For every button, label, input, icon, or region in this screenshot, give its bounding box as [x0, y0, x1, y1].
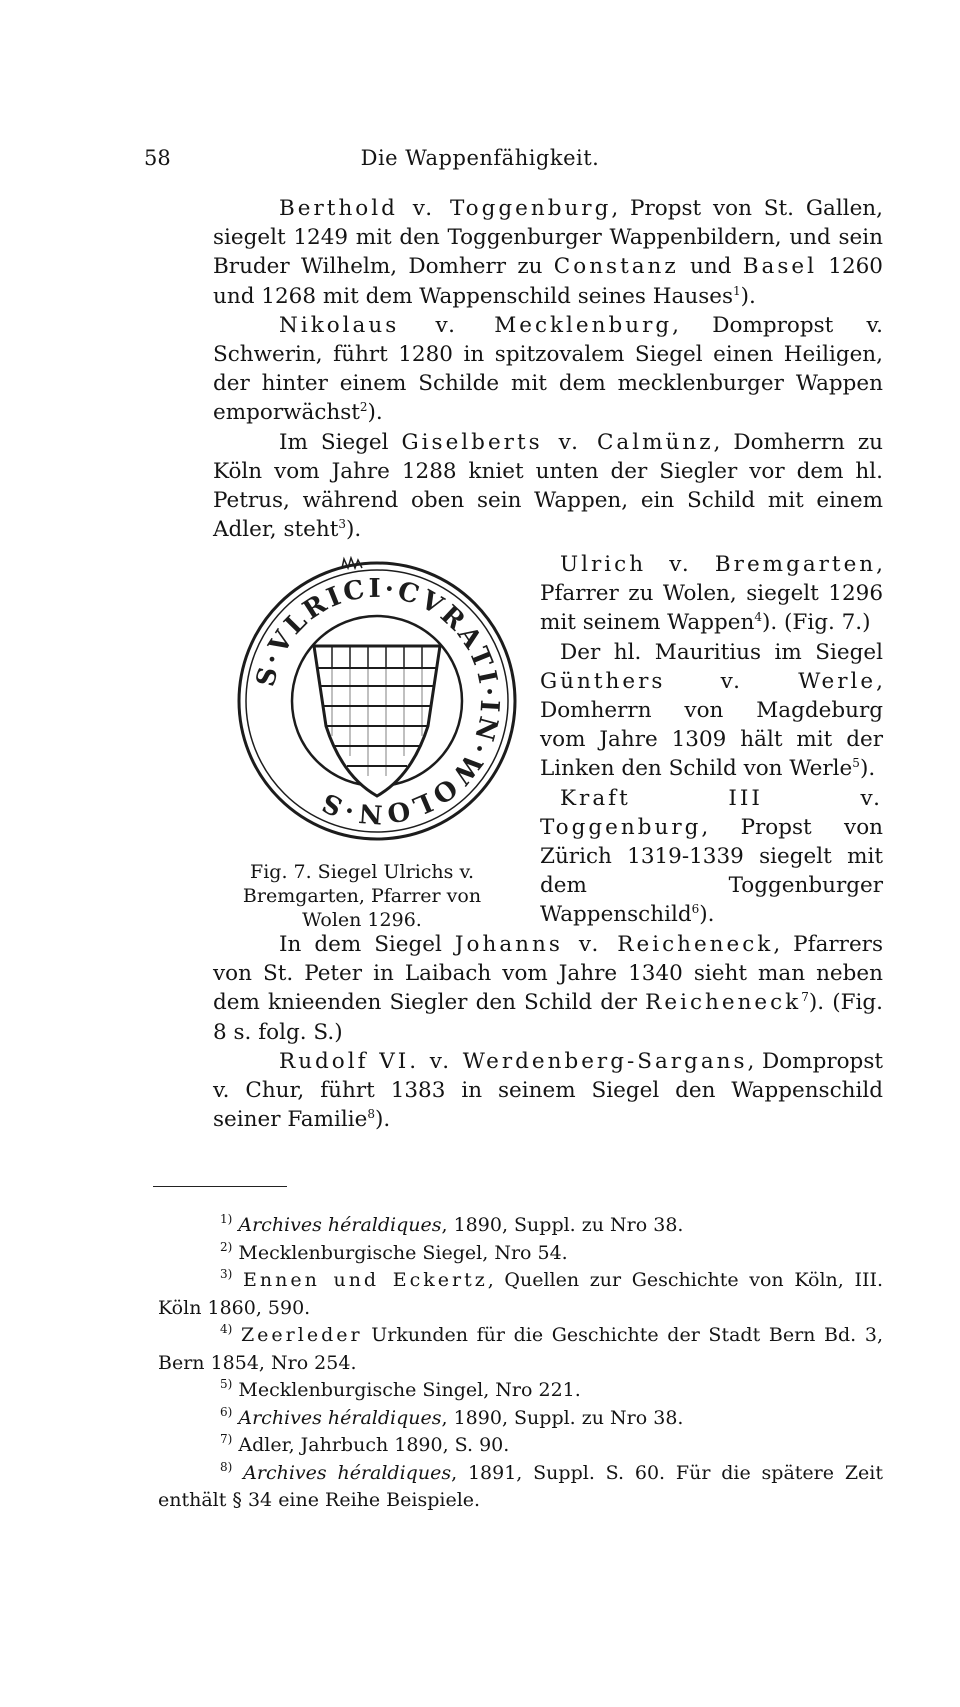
body-top — [213, 194, 883, 544]
footnote-4: $^{4)}$ Zeerleder Urkunden für die Geschichte der Stadt Bern Bd. 3, Bern 1854, Nro 254. — [158, 1322, 883, 1374]
footnote-ref: 6 — [691, 902, 700, 917]
footnote-1: $^{1)}$ Archives héraldiques, 1890, Suppl. zu Nro 38. — [220, 1212, 684, 1236]
footnote-3: $^{3)}$ Ennen und Eckertz, Quellen zur Geschichte von Köln, III. Köln 1860, 590. — [158, 1267, 883, 1319]
footnote-7: $^{7)}$ Adler, Jahrbuch 1890, S. 90. — [220, 1432, 510, 1456]
paragraph-kraft: Kraft III v. Toggenburg, Propst von Zürich 1319-1339 siegelt mit dem Toggenburger Wappenschild$^6$). — [540, 785, 883, 928]
footnote-ref: 5 — [852, 756, 860, 771]
footnote-2: $^{2)}$ Mecklenburgische Siegel, Nro 54. — [220, 1239, 568, 1264]
footnote-ref: 8 — [367, 1107, 375, 1122]
paragraph-ulrich: Ulrich v. Bremgarten, Pfarrer zu Wolen, siegelt 1296 mit seinem Wappen$^4$). (Fig. 7.) — [540, 552, 883, 636]
right-column — [540, 550, 883, 930]
paragraph-berthold: Berthold v. Toggenburg, Propst von St. Gallen, siegelt 1249 mit den Toggenburger Wappenbildern, und sein Bruder Wilhelm, Domherr zu Constanz und Basel 1260 und 1268 mit dem Wappenschild seines Hauses$^1$). — [213, 196, 883, 309]
footnote-ref: 1 — [732, 283, 741, 298]
running-title: Die Wappenfähigkeit. — [360, 146, 600, 170]
seal-illustration — [232, 556, 522, 846]
footnotes — [158, 1212, 883, 1515]
paragraph-nikolaus: Nikolaus v. Mecklenburg, Dompropst v. Schwerin, führt 1280 in spitzovalem Siegel einen Heiligen, der hinter einem Schilde mit dem mecklenburger Wappen emporwächst$^2$). — [213, 312, 883, 426]
footnote-ref: 7 — [801, 990, 809, 1005]
footnote-5: $^{5)}$ Mecklenburgische Singel, Nro 221. — [220, 1377, 581, 1401]
paragraph-guenther: Der hl. Mauritius im Siegel Günthers v. Werle, Domherrn von Magdeburg vom Jahre 1309 hält mit der Linken den Schild von Werle$^5$). — [540, 639, 883, 782]
footnote-ref: 3 — [338, 517, 346, 532]
footnote-divider — [153, 1186, 287, 1187]
footnote-8: $^{8)}$ Archives héraldiques, 1891, Suppl. S. 60. Für die spätere Zeit enthält § 34 eine Reihe Beispiele. — [158, 1459, 883, 1511]
footnote-ref: 2 — [359, 400, 368, 415]
seal-legend: S·VLRICI·CVRATI·IN·WOLON·S — [250, 573, 505, 829]
footnote-ref: 4 — [754, 610, 762, 625]
page-number: 58 — [144, 146, 171, 170]
figure-caption: Fig. 7. Siegel Ulrichs v. Bremgarten, Pfarrer von Wolen 1296. — [242, 861, 482, 931]
paragraph-giselbert: Im Siegel Giselberts v. Calmünz, Domherrn zu Köln vom Jahre 1288 kniet unten der Siegler vor dem hl. Petrus, während oben sein Wappen, ein Schild mit einem Adler, steht$^3$). — [213, 429, 883, 543]
paragraph-rudolf: Rudolf VI. v. Werdenberg-Sargans, Dompropst v. Chur, führt 1383 in seinem Siegel den Wappenschild seiner Familie$^8$). — [213, 1048, 883, 1133]
body-bottom — [213, 930, 883, 1134]
footnote-6: $^{6)}$ Archives héraldiques, 1890, Suppl. zu Nro 38. — [220, 1404, 684, 1429]
paragraph-johann: In dem Siegel Johanns v. Reicheneck, Pfarrers von St. Peter in Laibach vom Jahre 1340 sieht man neben dem knieenden Siegler den Schild der Reicheneck$^7$). (Fig. 8 s. folg. S.) — [213, 932, 883, 1045]
